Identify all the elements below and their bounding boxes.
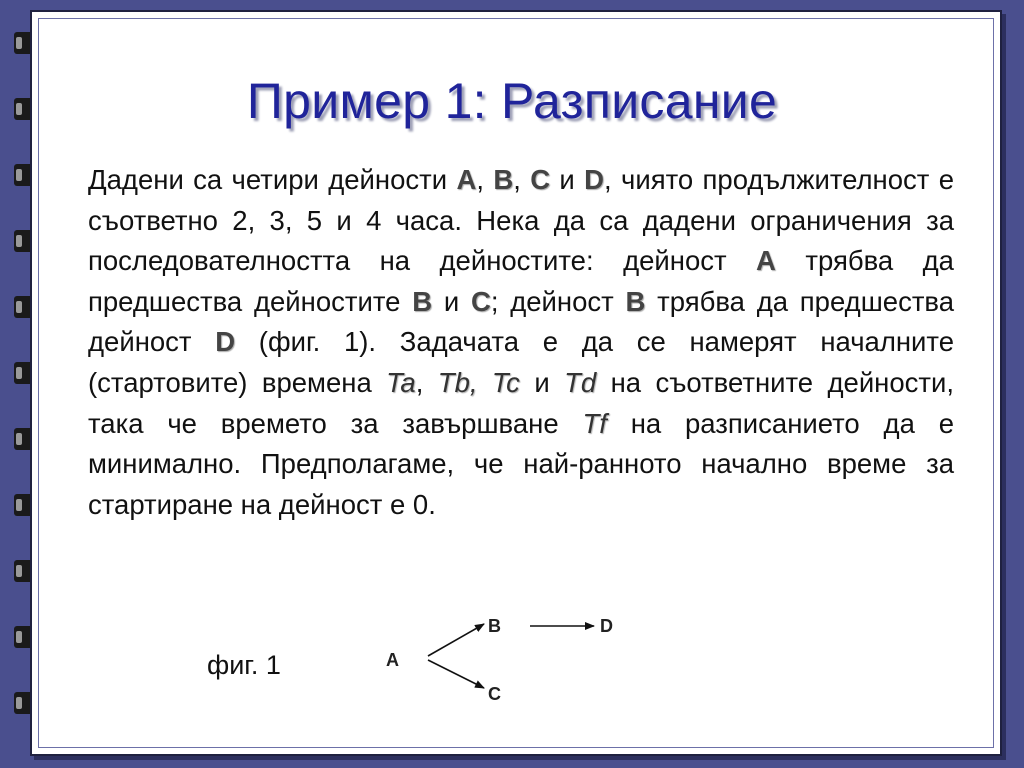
diagram-node-b: B [488,616,501,636]
start-time-tc: Tc [491,366,520,398]
activity-d-label: D [584,164,605,195]
start-time-tb: Tb, [437,366,478,398]
activity-b-label: B [493,164,514,195]
activity-c-label: C [470,285,491,317]
figure-caption: фиг. 1 [207,650,281,680]
arrow-a-to-c [428,660,484,688]
body-text-run: и [432,285,471,317]
start-time-td: Td [564,366,597,398]
activity-d-label: D [215,326,236,358]
activity-b-label: B [412,285,433,317]
body-text-run: трябва да предшества дейност [88,285,955,358]
body-text-run: , [415,366,438,398]
slide-title: Пример 1: Разписание [246,73,778,129]
body-text-run: Дадени са четири дейности [88,164,457,195]
diagram-node-a: A [386,650,399,670]
body-text-run: , [513,164,531,195]
activity-c-label: C [530,164,551,195]
finish-time-tf: Tf [582,407,607,439]
body-text-run: (фиг. 1). Задачата е да се намерят началните (стартовите) времена [88,326,954,398]
activity-b-label: B [625,285,646,317]
body-text-run: ; дейност [490,285,626,317]
start-time-ta: Ta [386,366,416,398]
diagram-node-c: C [488,684,501,704]
activity-a-label: A [456,164,477,195]
body-text-run: на разписанието да е минимално. Предполагаме, че най-ранното начално време за стартиране на дейност е 0. [88,407,954,520]
body-text-run: , чиято продължителност е съответно 2, 3, 5 и 4 часа. Нека да са дадени ограничения за последователността на дейностите: дейност [88,164,955,277]
body-text-run: на съответните дейности, така че времето за завършване [88,366,955,439]
body-text-run: трябва да предшества дейностите [88,245,954,317]
arrow-a-to-b [428,624,484,656]
diagram-node-d: D [600,616,613,636]
body-text-run: и [519,366,565,398]
body-text-run: , [476,164,494,195]
body-text-run: и [550,164,585,195]
activity-a-label: A [756,245,776,277]
